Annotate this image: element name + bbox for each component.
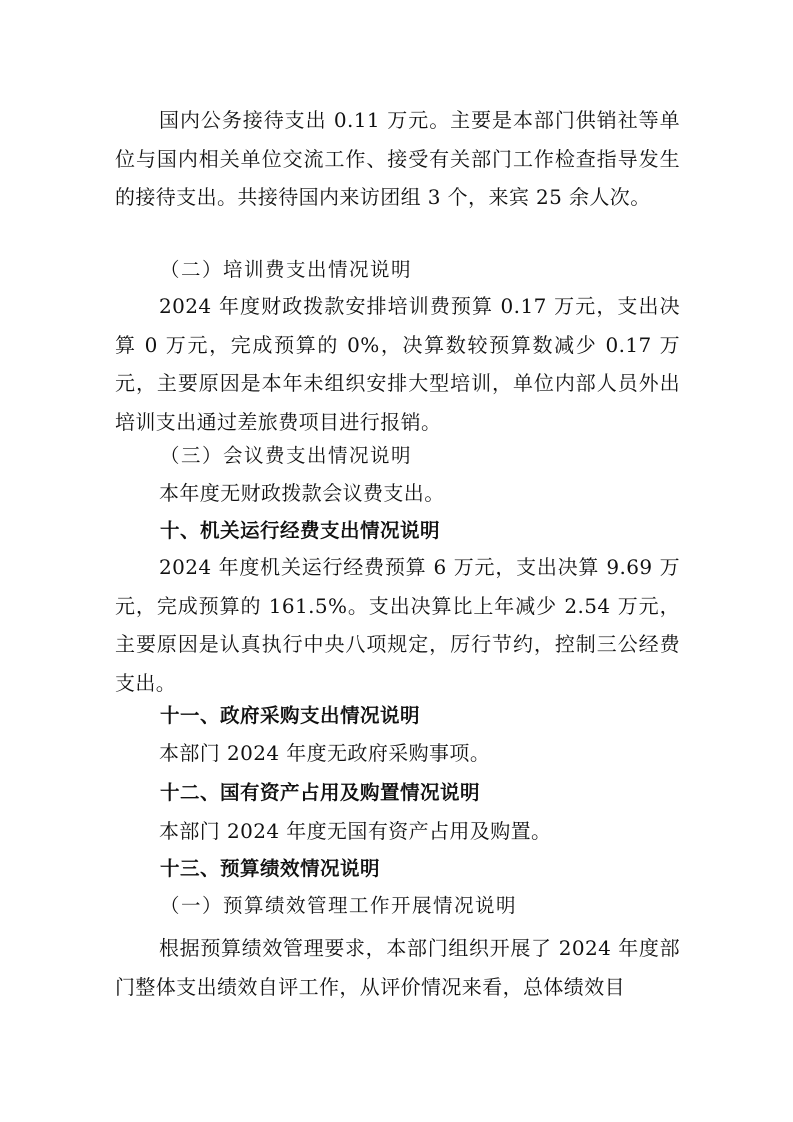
subheading-meeting-expense: （三）会议费支出情况说明 (160, 444, 413, 467)
paragraph-assets: 本部门 2024 年度无国有资产占用及购置。 (159, 819, 552, 843)
subheading-training-expense: （二）培训费支出情况说明 (160, 258, 413, 281)
section-heading-assets: 十二、国有资产占用及购置情况说明 (160, 781, 481, 804)
section-heading-procurement: 十一、政府采购支出情况说明 (160, 704, 421, 727)
section-heading-operating-expense: 十、机关运行经费支出情况说明 (160, 519, 441, 542)
section-heading-performance: 十三、预算绩效情况说明 (160, 857, 381, 880)
paragraph-reception-expense: 国内公务接待支出 0.11 万元。主要是本部门供销社等单位与国内相关单位交流工作、接受有关部门工作检查指导发生的接待支出。共接待国内来访团组 3 个，来宾 25 余人次。 (115, 108, 680, 209)
paragraph-meeting-expense: 本年度无财政拨款会议费支出。 (159, 481, 445, 505)
paragraph-performance-management: 根据预算绩效管理要求，本部门组织开展了 2024 年度部门整体支出绩效自评工作，从评价情况来看，总体绩效目 (115, 936, 680, 999)
paragraph-procurement: 本部门 2024 年度无政府采购事项。 (159, 741, 491, 765)
paragraph-operating-expense: 2024 年度机关运行经费预算 6 万元，支出决算 9.69 万元，完成预算的 161.5%。支出决算比上年减少 2.54 万元，主要原因是认真执行中央八项规定，厉行节约，控制三公经费支出。 (115, 555, 680, 695)
paragraph-training-expense: 2024 年度财政拨款安排培训费预算 0.17 万元，支出决算 0 万元，完成预算的 0%，决算数较预算数减少 0.17 万元，主要原因是本年未组织安排大型培训，单位内部人员外出培训支出通过差旅费项目进行报销。 (115, 294, 680, 434)
subheading-performance-management: （一）预算绩效管理工作开展情况说明 (160, 894, 518, 917)
